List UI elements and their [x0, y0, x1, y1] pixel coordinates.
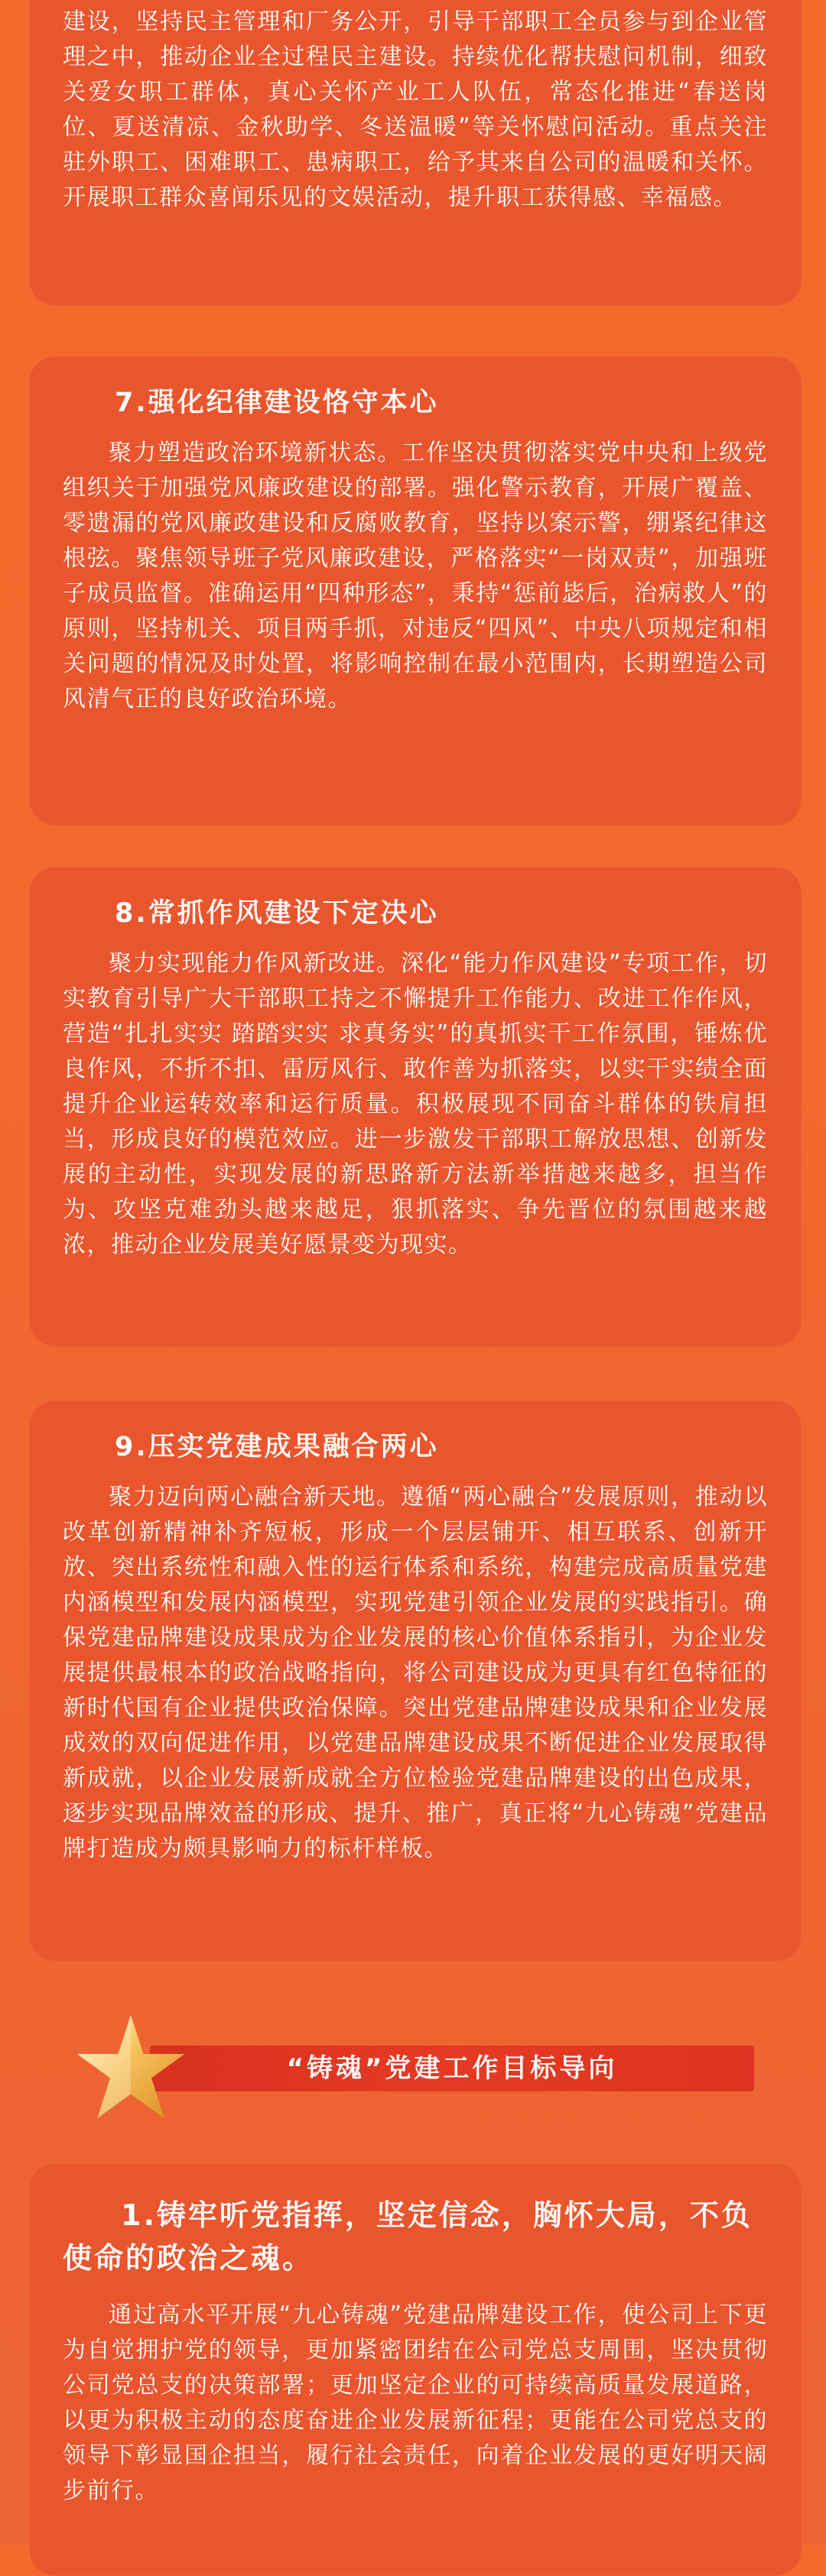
banner-title: “铸魂”党建工作目标导向	[286, 2053, 618, 2084]
card-integration	[29, 1400, 802, 1961]
card-work-style-title: 8.常抓作风建设下定决心	[115, 898, 439, 929]
card-discipline	[29, 356, 802, 826]
card-welfare-body: 建设，坚持民主管理和厂务公开，引导干部职工全员参与到企业管理之中，推动企业全过程民主建设。持续优化帮扶慰问机制，细致关爱女职工群体，真心关怀产业工人队伍，常态化推进“春送岗位、夏送清凉、金秋助学、冬送温暖”等关怀慰问活动。重点关注驻外职工、困难职工、患病职工，给予其来自公司的温暖和关怀。开展职工群众喜闻乐见的文娱活动，提升职工获得感、幸福感。	[63, 8, 768, 211]
card-goal-title: 1.铸牢听党指挥，坚定信念，胸怀大局，不负使命的政治之魂。	[63, 2198, 753, 2275]
card-goal-political-soul	[29, 2163, 802, 2576]
card-goal-body: 通过高水平开展“九心铸魂”党建品牌建设工作，使公司上下更为自觉拥护党的领导，更加紧密团结在公司党总支周围，坚决贯彻公司党总支的决策部署；更加坚定企业的可持续高质量发展道路，以更为积极主动的态度奋进企业发展新征程；更能在公司党总支的领导下彰显国企担当，履行社会责任，向着企业发展的更好明天阔步前行。	[63, 2302, 768, 2504]
star-icon	[73, 2010, 188, 2125]
card-discipline-title: 7.强化纪律建设恪守本心	[115, 388, 439, 418]
card-work-style-body: 聚力实现能力作风新改进。深化“能力作风建设”专项工作，切实教育引导广大干部职工持之不懈提升工作能力、改进工作作风，营造“扎扎实实 踏踏实实 求真务实”的真抓实干工作氛围，锤炼优良作风，不折不扣、雷厉风行、敢作善为抓落实，以实干实绩全面提升企业运转效率和运行质量。积极展现不同奋斗群体的铁肩担当，形成良好的模范效应。进一步激发干部职工解放思想、创新发展的主动性，实现发展的新思路新方法新举措越来越多，担当作为、攻坚克难劲头越来越足，狠抓落实、争先晋位的氛围越来越浓，推动企业发展美好愿景变为现实。	[63, 950, 768, 1258]
card-integration-body: 聚力迈向两心融合新天地。遵循“两心融合”发展原则，推动以改革创新精神补齐短板，形成一个层层铺开、相互联系、创新开放、突出系统性和融入性的运行体系和系统，构建完成高质量党建内涵模型和发展内涵模型，实现党建引领企业发展的实践指引。确保党建品牌建设成果成为企业发展的核心价值体系指引，为企业发展提供最根本的政治战略指向，将公司建设成为更具有红色特征的新时代国有企业提供政治保障。突出党建品牌建设成果和企业发展成效的双向促进作用，以党建品牌建设成果不断促进企业发展取得新成就，以企业发展新成就全方位检验党建品牌建设的出色成果，逐步实现品牌效益的形成、提升、推广，真正将“九心铸魂”党建品牌打造成为颇具影响力的标杆样板。	[63, 1484, 768, 1862]
card-work-style	[29, 867, 802, 1347]
card-welfare-continuation	[29, 0, 802, 306]
card-integration-title: 9.压实党建成果融合两心	[115, 1432, 439, 1462]
card-discipline-body: 聚力塑造政治环境新状态。工作坚决贯彻落实党中央和上级党组织关于加强党风廉政建设的部署。强化警示教育，开展广覆盖、零遗漏的党风廉政建设和反腐败教育，坚持以案示警，绷紧纪律这根弦。聚焦领导班子党风廉政建设，严格落实“一岗双责”，加强班子成员监督。准确运用“四种形态”，秉持“惩前毖后，治病救人”的原则，坚持机关、项目两手抓，对违反“四风”、中央八项规定和相关问题的情况及时处置，将影响控制在最小范围内，长期塑造公司风清气正的良好政治环境。	[63, 440, 768, 712]
section-banner	[73, 2035, 762, 2104]
